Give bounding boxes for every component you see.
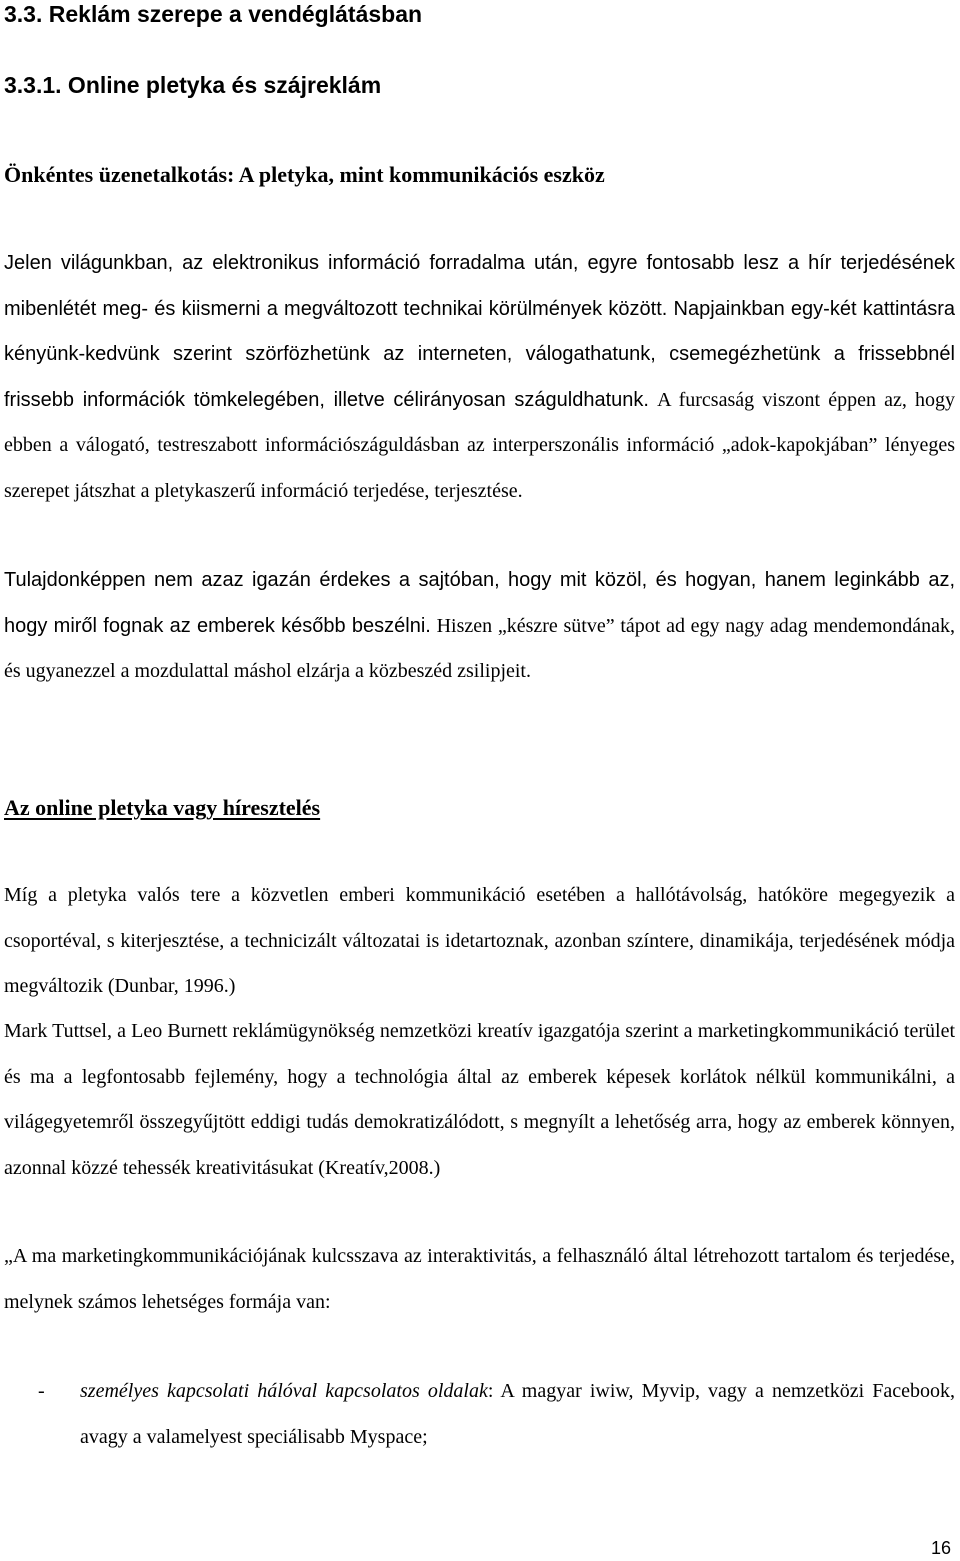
- paragraph-intro: [4, 241, 955, 514]
- paragraph-gossip-space: Míg a pletyka valós tere a közvetlen emberi kommunikáció esetében a hallótávolság, hatóköre megegyezik a csoportéval, s kiterjesztése, a technicizált változatai is idetartoznak, azonban színtere, dinamikája, terjedésének módja megváltozik (Dunbar, 1996.): [4, 884, 955, 997]
- subsection-title: 3.3.1. Online pletyka és szájreklám: [4, 72, 382, 98]
- heading-online-gossip: Az online pletyka vagy híresztelés: [4, 795, 321, 820]
- paragraph-interactivity: „A ma marketingkommunikációjának kulcsszava az interaktivitás, a felhasználó által létrehozott tartalom és terjedése, melynek számos lehetséges formája van:: [4, 1245, 955, 1313]
- paragraph-tuttsel: Mark Tuttsel, a Leo Burnett reklámügynökség nemzetközi kreatív igazgatója szerint a marketingkommunikáció terület és ma a legfontosabb fejlemény, hogy a technológia által az emberek képesek korlátok nélkül kommunikálni, a világegyetemről összegyűjtött eddigi tudás demokratizálódott, s megnyílt a lehetőség arra, hogy az emberek könnyen, azonnal közzé tehessék kreativitásukat (Kreatív,2008.): [4, 1020, 955, 1179]
- section-title: 3.3. Reklám szerepe a vendéglátásban: [4, 1, 423, 27]
- list-item: [80, 1368, 955, 1460]
- paragraph-press-serif: Hiszen „készre sütve” tápot ad egy nagy adag mendemondának, és ugyanezzel a mozdulattal máshol elzárja a közbeszéd zsilipjeit.: [4, 614, 956, 682]
- paragraph-press: [4, 558, 955, 695]
- list-item-emphasis: személyes kapcsolati hálóval kapcsolatos oldalak: [80, 1380, 488, 1402]
- paragraph-intro-sans: Jelen világunkban, az elektronikus információ forradalma után, egyre fontosabb lesz a hír terjedésének mibenlétét meg- és kiismerni a megváltozott technikai körülmények között. Napjainkban egy-két kattintásra kényünk-kedvünk szerint szörfözhetünk az interneten, válogathatunk, csemegézhetünk a frissebbnél frissebb információk tömkelegében, illetve célirányosan száguldhatunk.: [4, 252, 955, 411]
- paragraph-intro-serif: A furcsaság viszont éppen az, hogy ebben a válogató, testreszabott információszáguldásban az interperszonális információ „adok-kapokjában” lényeges szerepet játszhat a pletykaszerű információ terjedése, terjesztése.: [4, 388, 956, 502]
- list-bullet: -: [38, 1380, 45, 1402]
- paragraph-press-sans: Tulajdonképpen nem azaz igazán érdekes a sajtóban, hogy mit közöl, és hogyan, hanem leginkább az, hogy miről fognak az emberek később beszélni.: [4, 569, 955, 637]
- page-number: 16: [931, 1538, 952, 1558]
- heading-volunteer-messaging: Önkéntes üzenetalkotás: A pletyka, mint kommunikációs eszköz: [4, 162, 605, 187]
- list-item-rest: : A magyar iwiw, Myvip, vagy a nemzetközi Facebook, avagy a valamelyest speciálisabb Myspace;: [80, 1380, 955, 1448]
